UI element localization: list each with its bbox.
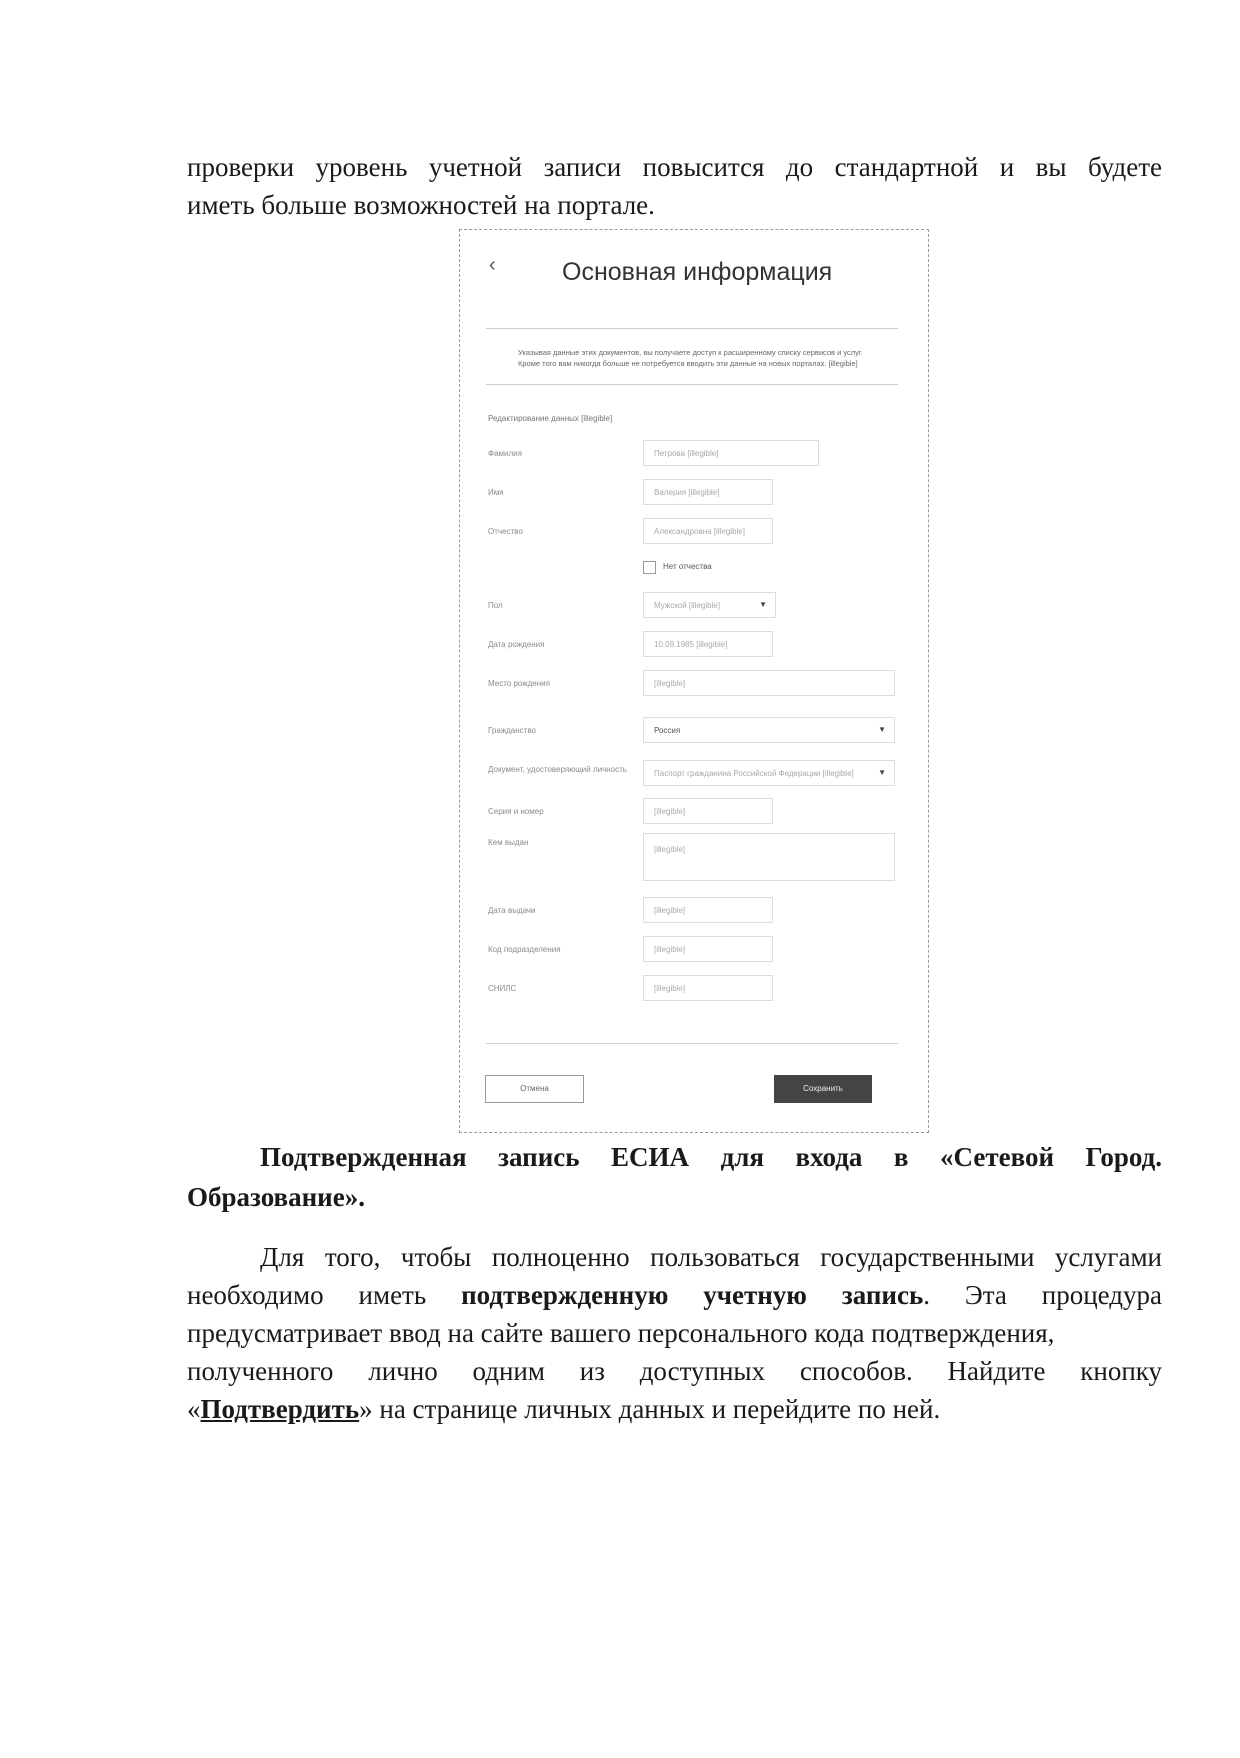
chevron-down-icon: ▼ xyxy=(759,600,767,609)
intro-line-2: иметь больше возможностей на портале. xyxy=(187,190,655,220)
series-number-field[interactable]: [illegible] xyxy=(643,798,773,824)
emphasis-confirmed-account: подтвержденную учетную запись xyxy=(461,1280,924,1310)
field-label-department-code: Код подразделения xyxy=(488,945,561,954)
citizenship-select[interactable] xyxy=(643,717,895,743)
field-label-name: Имя xyxy=(488,488,504,497)
field-label-series-number: Серия и номер xyxy=(488,807,544,816)
cancel-button[interactable]: Отмена xyxy=(485,1075,584,1103)
patronymic-field[interactable]: Александровна [illegible] xyxy=(643,518,773,544)
save-button[interactable]: Сохранить xyxy=(774,1075,872,1103)
snils-field[interactable]: [illegible] xyxy=(643,975,773,1001)
section-title: Редактирование данных [illegible] xyxy=(488,414,613,423)
divider xyxy=(486,328,898,329)
body-line-3: предусматривает ввод на сайте вашего персонального кода подтверждения, xyxy=(187,1318,1055,1348)
form-notice: Указывая данные этих документов, вы получаете доступ к расширенному списку сервисов и услуг. Кроме того вам никогда больше не потребуется вводить эти данные на новых порталах. [illegible] xyxy=(518,348,863,368)
field-label-citizenship: Гражданство xyxy=(488,726,536,735)
body-line-5 xyxy=(187,1390,1162,1428)
gender-value: Мужской [illegible] xyxy=(654,601,721,610)
body-paragraph xyxy=(187,1238,1162,1428)
intro-line-1: проверки уровень учетной записи повысится до стандартной и вы будете xyxy=(187,152,1162,182)
citizenship-value: Россия xyxy=(654,726,681,735)
id-document-select[interactable] xyxy=(643,760,895,786)
embedded-form-screenshot xyxy=(459,229,929,1133)
divider xyxy=(486,384,898,385)
body-text: » на странице личных данных и перейдите по ней. xyxy=(359,1394,941,1424)
heading-line-2: Образование». xyxy=(187,1182,365,1212)
field-label-birth-date: Дата рождения xyxy=(488,640,545,649)
field-label-issue-date: Дата выдачи xyxy=(488,906,536,915)
id-document-value: Паспорт гражданина Российской Федерации [illegible] xyxy=(654,769,854,778)
back-arrow-icon[interactable]: ‹ xyxy=(489,254,496,276)
form-title: Основная информация xyxy=(562,258,833,286)
birth-date-field[interactable]: 10.09.1985 [illegible] xyxy=(643,631,773,657)
intro-paragraph xyxy=(187,148,1162,224)
body-text: « xyxy=(187,1394,201,1424)
body-text: . Эта процедура xyxy=(923,1280,1162,1310)
body-line-2 xyxy=(187,1276,1162,1314)
gender-select[interactable] xyxy=(643,592,776,618)
chevron-down-icon: ▼ xyxy=(878,725,886,734)
body-line-1: Для того, чтобы полноценно пользоваться государственными услугами xyxy=(260,1242,1162,1272)
field-label-birth-place: Место рождения xyxy=(488,679,550,688)
field-label-issued-by: Кем выдан xyxy=(488,838,529,847)
field-label-id-document: Документ, удостоверяющий личность xyxy=(488,765,627,774)
field-label-gender: Пол xyxy=(488,601,503,610)
no-patronymic-checkbox[interactable] xyxy=(643,561,656,574)
divider xyxy=(486,1043,898,1044)
issue-date-field[interactable]: [illegible] xyxy=(643,897,773,923)
birth-place-field[interactable]: [illegible] xyxy=(643,670,895,696)
field-label-surname: Фамилия xyxy=(488,449,522,458)
no-patronymic-label: Нет отчества xyxy=(663,562,712,571)
body-line-4: полученного лично одним из доступных способов. Найдите кнопку xyxy=(187,1356,1162,1386)
issued-by-field[interactable]: [illegible] xyxy=(643,833,895,881)
section-heading xyxy=(187,1137,1162,1217)
heading-line-1: Подтвержденная запись ЕСИА для входа в «Сетевой Город. xyxy=(260,1142,1162,1172)
surname-field[interactable]: Петрова [illegible] xyxy=(643,440,819,466)
department-code-field[interactable]: [illegible] xyxy=(643,936,773,962)
name-field[interactable]: Валерия [illegible] xyxy=(643,479,773,505)
field-label-patronymic: Отчество xyxy=(488,527,523,536)
chevron-down-icon: ▼ xyxy=(878,768,886,777)
body-text: необходимо иметь xyxy=(187,1280,462,1310)
field-label-snils: СНИЛС xyxy=(488,984,517,993)
confirm-button-reference: Подтвердить xyxy=(200,1394,360,1424)
